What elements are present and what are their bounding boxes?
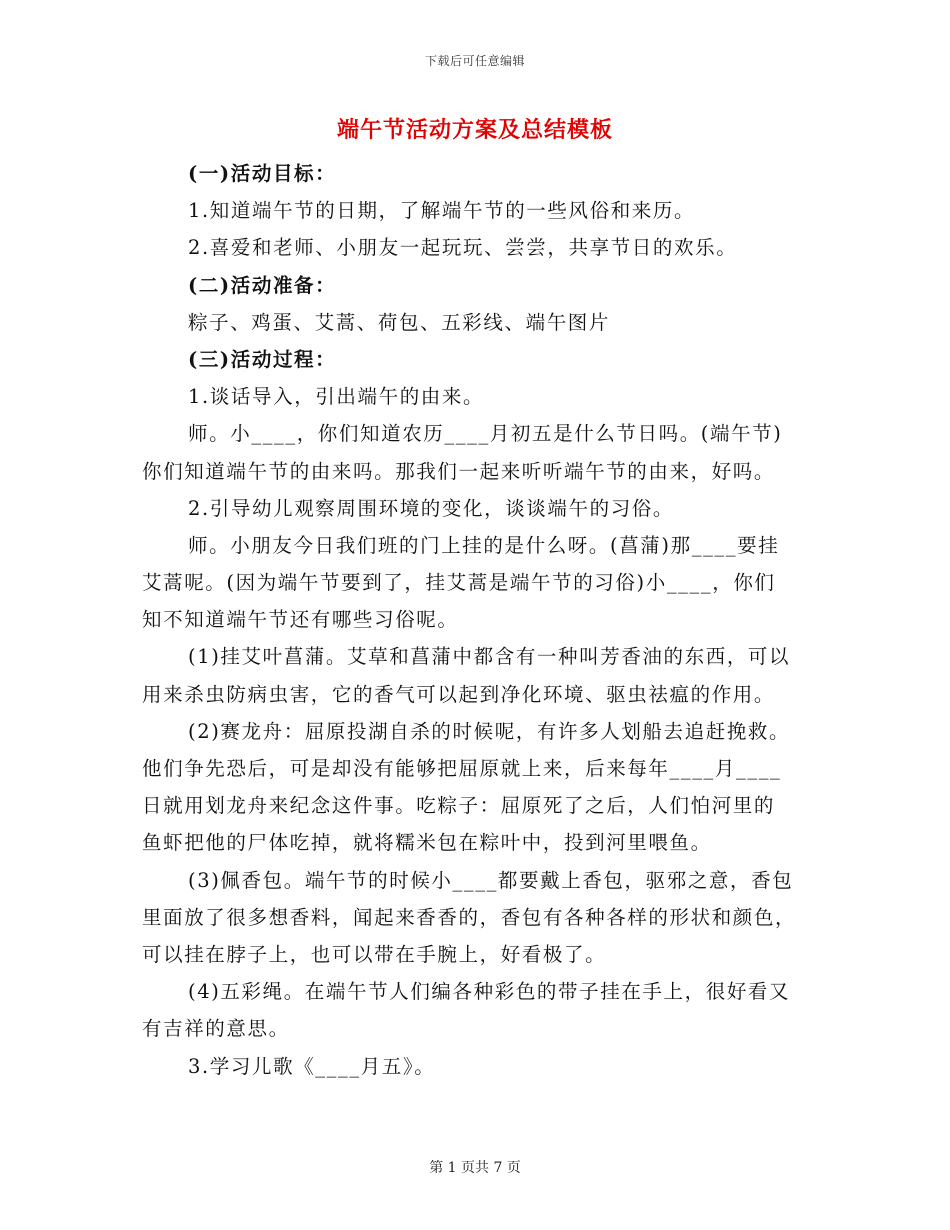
process-step-1: 1.谈话导入，引出端午的由来。: [188, 385, 485, 409]
section-heading-process: (三)活动过程：: [188, 347, 337, 371]
document-body: [142, 155, 808, 1085]
paragraph-line: 可以挂在脖子上，也可以带在手腕上，好看极了。: [142, 942, 607, 966]
paragraph-line: 知不知道端午节还有哪些习俗呢。: [142, 608, 459, 632]
process-step-3: 3.学习儿歌《____月五》。: [188, 1054, 436, 1078]
goal-item-2: 2.喜爱和老师、小朋友一起玩玩、尝尝，共享节日的欢乐。: [188, 236, 738, 260]
paragraph-line: 师。小朋友今日我们班的门上挂的是什么呀。(菖蒲)那____要挂: [188, 533, 780, 557]
goal-item-1: 1.知道端午节的日期，了解端午节的一些风俗和来历。: [188, 199, 696, 223]
paragraph-line: 有吉祥的意思。: [142, 1017, 290, 1041]
custom-item-1: (1)挂艾叶菖蒲。艾草和菖蒲中都含有一种叫芳香油的东西，可以: [188, 645, 791, 669]
document-title: 端午节活动方案及总结模板: [336, 117, 613, 143]
header-note: 下载后可任意编辑: [424, 54, 525, 68]
preparation-materials: 粽子、鸡蛋、艾蒿、荷包、五彩线、端午图片: [188, 310, 611, 334]
section-heading-preparation: (二)活动准备：: [188, 273, 337, 297]
paragraph-line: 他们争先恐后，可是却没有能够把屈原就上来，后来每年____月____: [142, 757, 782, 780]
custom-item-3: (3)佩香包。端午节的时候小____都要戴上香包，驱邪之意，香包: [188, 868, 794, 892]
section-heading-goals: (一)活动目标：: [188, 162, 337, 185]
page-footer: 第 1 页共 7 页: [429, 1160, 521, 1176]
custom-item-2: (2)赛龙舟：屈原投湖自杀的时候呢，有许多人划船去追赶挽救。: [188, 719, 791, 743]
paragraph-line: 里面放了很多想香料，闻起来香香的，香包有各种各样的形状和颜色，: [142, 905, 797, 929]
process-step-2: 2.引导幼儿观察周围环境的变化，谈谈端午的习俗。: [188, 496, 675, 520]
paragraph-line: 日就用划龙舟来纪念这件事。吃粽子：屈原死了之后，人们怕河里的: [142, 794, 776, 818]
paragraph-line: 用来杀虫防病虫害，它的香气可以起到净化环境、驱虫祛瘟的作用。: [142, 682, 776, 706]
paragraph-line: 鱼虾把他的尸体吃掉，就将糯米包在粽叶中，投到河里喂鱼。: [142, 831, 712, 855]
paragraph-line: 你们知道端午节的由来吗。那我们一起来听听端午节的由来，好吗。: [142, 459, 776, 483]
custom-item-4: (4)五彩绳。在端午节人们编各种彩色的带子挂在手上，很好看又: [188, 980, 791, 1004]
paragraph-line: 艾蒿呢。(因为端午节要到了，挂艾蒿是端午节的习俗)小____，你们: [142, 571, 776, 595]
paragraph-line: 师。小____，你们知道农历____月初五是什么节日吗。(端午节): [188, 422, 783, 446]
